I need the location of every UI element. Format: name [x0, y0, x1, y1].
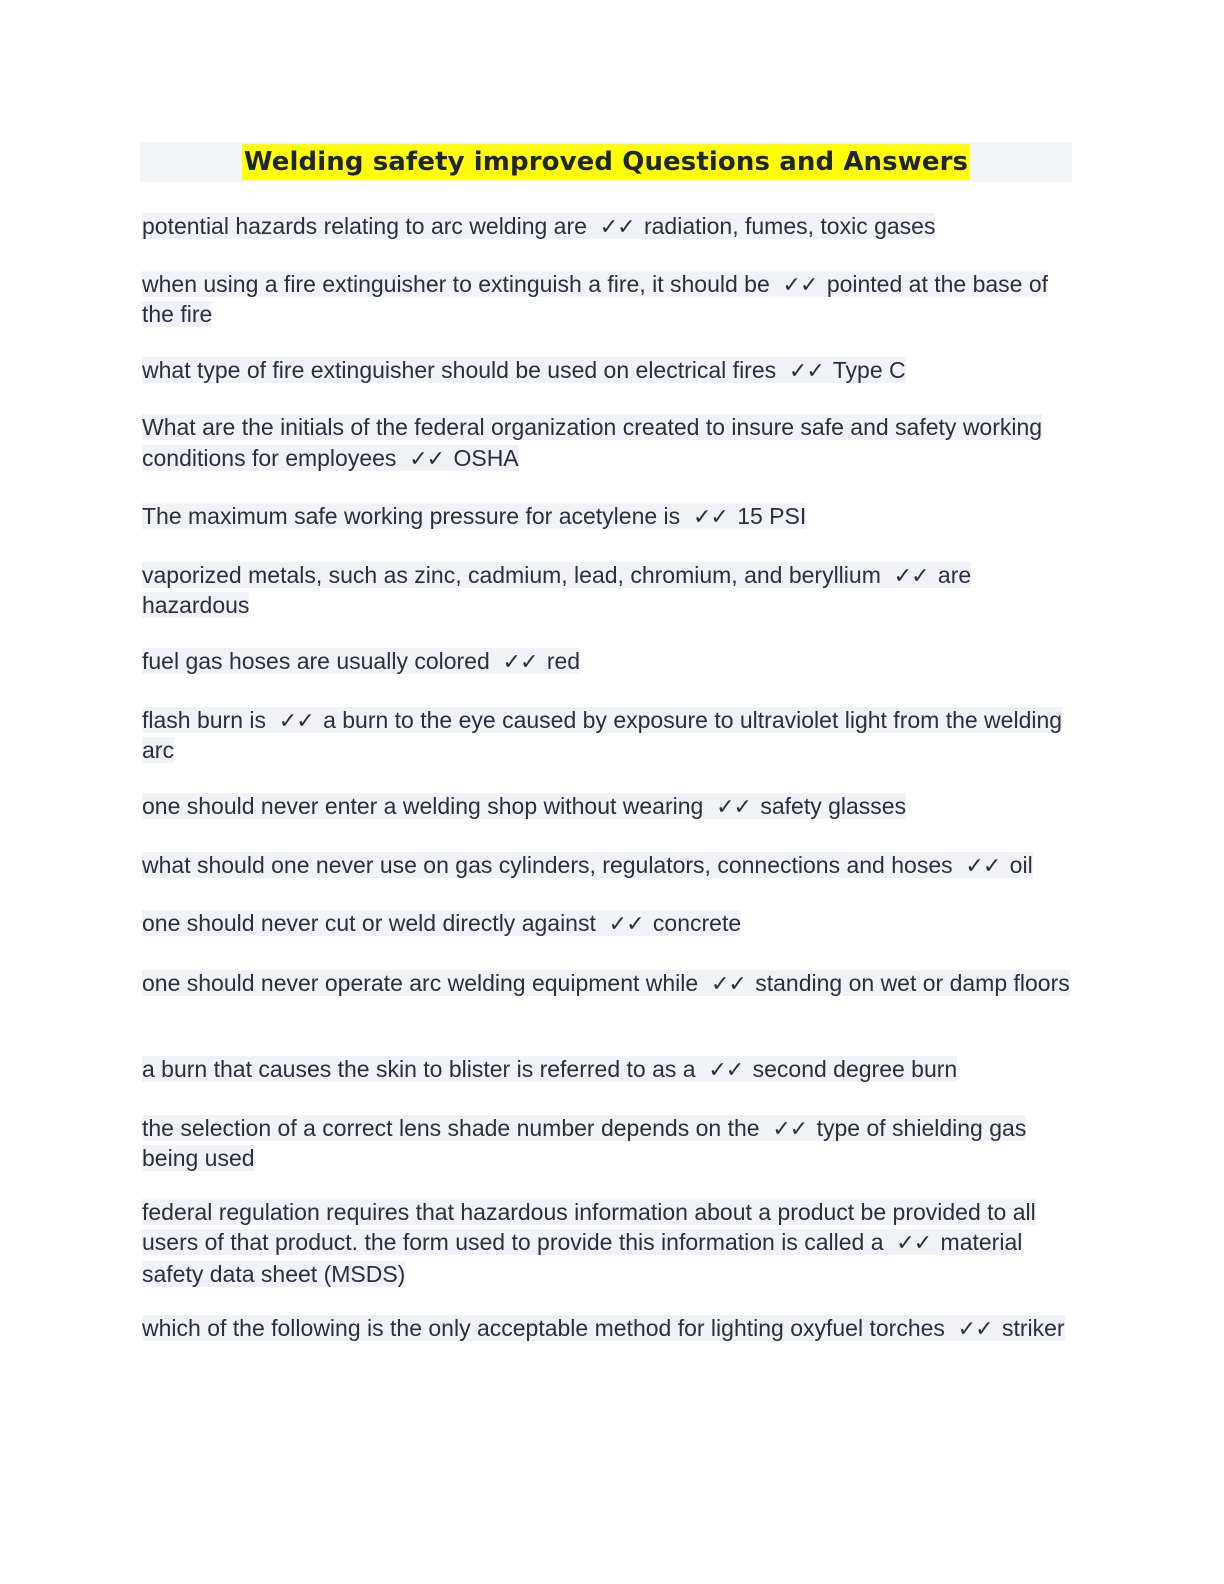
answer-text: are hazardous [142, 562, 972, 618]
double-check-icon: ✓✓ [278, 709, 314, 734]
answer-text: a burn to the eye caused by exposure to ultraviolet light from the welding arc [142, 707, 1063, 763]
question-text: potential hazards relating to arc welding are [142, 213, 587, 239]
qa-item [142, 909, 1077, 939]
double-check-icon: ✓✓ [409, 447, 445, 472]
double-check-icon: ✓✓ [716, 795, 751, 820]
question-text: flash burn is [142, 707, 267, 733]
question-text: federal regulation requires that hazardous information about a product be provided to all users of that product. the form used to provide this information is called a [142, 1199, 1036, 1255]
double-check-icon: ✓✓ [708, 1058, 744, 1083]
answer-text: oil [1009, 852, 1033, 878]
double-check-icon: ✓✓ [965, 854, 1001, 879]
qa-item [142, 1197, 1077, 1289]
answer-text: striker [1001, 1315, 1065, 1341]
answer-text: standing on wet or damp floors [755, 970, 1070, 996]
question-text: what type of fire extinguisher should be used on electrical fires [142, 357, 777, 383]
qa-item [142, 270, 1077, 329]
question-text: what should one never use on gas cylinders, regulators, connections and hoses [142, 852, 953, 878]
answer-text: red [546, 648, 581, 674]
question-text: fuel gas hoses are usually colored [142, 648, 490, 674]
answer-text: second degree burn [752, 1056, 958, 1082]
question-text: vaporized metals, such as zinc, cadmium, lead, chromium, and beryllium [142, 562, 881, 588]
answer-text: Type C [832, 357, 906, 383]
qa-item [142, 792, 1077, 822]
qa-item [142, 851, 1077, 881]
qa-item [142, 1114, 1077, 1173]
double-check-icon: ✓✓ [896, 1231, 932, 1256]
question-text: a burn that causes the skin to blister is referred to as a [142, 1056, 696, 1082]
answer-text: OSHA [453, 445, 519, 471]
question-text: The maximum safe working pressure for acetylene is [142, 503, 681, 529]
question-text: the selection of a correct lens shade number depends on the [142, 1115, 760, 1141]
question-text: which of the following is the only acceptable method for lighting oxyfuel torches [142, 1315, 945, 1341]
answer-text: safety glasses [760, 793, 907, 819]
double-check-icon: ✓✓ [957, 1317, 993, 1342]
answer-text: concrete [652, 910, 742, 936]
double-check-icon: ✓✓ [893, 564, 929, 589]
qa-item [142, 212, 1077, 242]
question-text: What are the initials of the federal organization created to insure safe and safety working conditions for employees [142, 414, 1043, 471]
double-check-icon: ✓✓ [692, 505, 728, 530]
double-check-icon: ✓✓ [502, 650, 538, 675]
answer-text: radiation, fumes, toxic gases [643, 213, 936, 239]
qa-item [142, 356, 1077, 386]
qa-item [142, 706, 1077, 765]
document-title: Welding safety improved Questions and Answers [242, 144, 970, 180]
question-text: when using a fire extinguisher to extinguish a fire, it should be [142, 271, 770, 297]
title-band [140, 142, 1072, 182]
double-check-icon: ✓✓ [782, 273, 818, 298]
double-check-icon: ✓✓ [772, 1117, 808, 1142]
qa-item [142, 647, 1077, 677]
qa-item [142, 1055, 1077, 1085]
question-text: one should never cut or weld directly against [142, 910, 596, 936]
double-check-icon: ✓✓ [710, 972, 746, 997]
double-check-icon: ✓✓ [599, 215, 635, 240]
question-text: one should never operate arc welding equipment while [142, 970, 699, 996]
qa-item [142, 969, 1077, 999]
double-check-icon: ✓✓ [788, 359, 824, 384]
qa-item [142, 1314, 1077, 1344]
qa-item [142, 412, 1077, 475]
qa-item [142, 502, 1077, 532]
answer-text: pointed at the base of the fire [142, 271, 1049, 327]
answer-text: 15 PSI [737, 503, 807, 529]
answer-text: type of shielding gas being used [142, 1115, 1027, 1171]
question-text: one should never enter a welding shop without wearing [142, 793, 704, 819]
qa-item [142, 561, 1077, 620]
double-check-icon: ✓✓ [608, 912, 644, 937]
answer-text: material safety data sheet (MSDS) [142, 1229, 1023, 1287]
